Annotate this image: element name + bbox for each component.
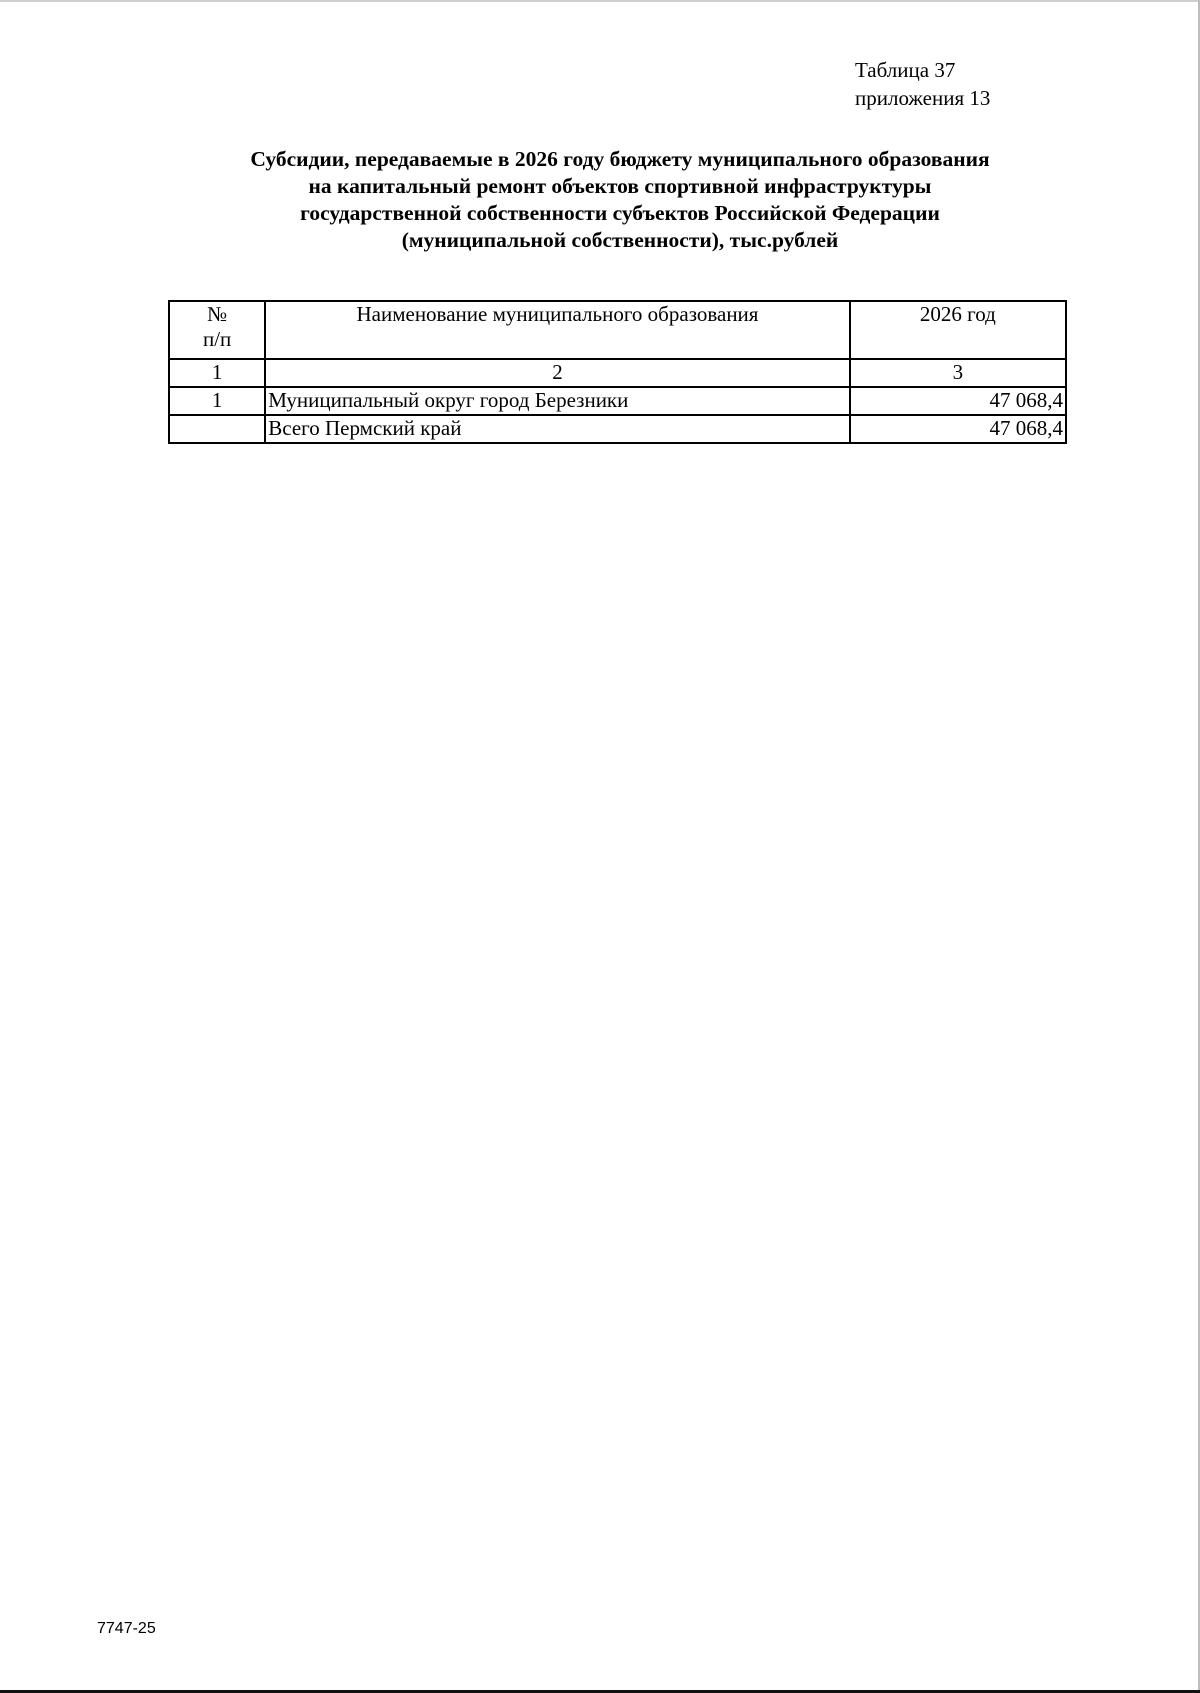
total-row-name: Всего Пермский край bbox=[265, 415, 849, 443]
title-line-2: на капитальный ремонт объектов спортивной инфраструктуры bbox=[308, 174, 932, 198]
header-num-cell bbox=[169, 301, 265, 359]
header-name-cell: Наименование муниципального образования bbox=[265, 301, 849, 359]
row-amount: 47 068,4 bbox=[850, 387, 1066, 415]
header-num-symbol: № bbox=[207, 302, 228, 326]
title-line-1: Субсидии, передаваемые в 2026 году бюджету муниципального образования bbox=[250, 147, 990, 171]
header-num-abbr: п/п bbox=[202, 327, 232, 351]
title-line-3: государственной собственности субъектов Российской Федерации bbox=[300, 201, 940, 225]
total-row-amount: 47 068,4 bbox=[850, 415, 1066, 443]
appendix-reference bbox=[855, 56, 990, 112]
column-index-row bbox=[169, 359, 1066, 387]
subsidies-table bbox=[168, 300, 1067, 444]
document-number: 7747-25 bbox=[97, 1620, 156, 1637]
scan-edge-top bbox=[0, 0, 1200, 2]
row-num: 1 bbox=[169, 387, 265, 415]
table-header-row bbox=[169, 301, 1066, 359]
column-index-3: 3 bbox=[850, 359, 1066, 387]
title-line-4: (муниципальной собственности), тыс.рублей bbox=[401, 228, 839, 252]
appendix-number-label: приложения 13 bbox=[855, 86, 991, 110]
column-index-2: 2 bbox=[265, 359, 849, 387]
document-title bbox=[170, 146, 1070, 254]
table-row bbox=[169, 387, 1066, 415]
column-index-1: 1 bbox=[169, 359, 265, 387]
table-total-row bbox=[169, 415, 1066, 443]
total-row-num bbox=[169, 415, 265, 443]
row-name: Муниципальный округ город Березники bbox=[265, 387, 849, 415]
header-year-cell: 2026 год bbox=[850, 301, 1066, 359]
table-number-label: Таблица 37 bbox=[855, 58, 956, 82]
